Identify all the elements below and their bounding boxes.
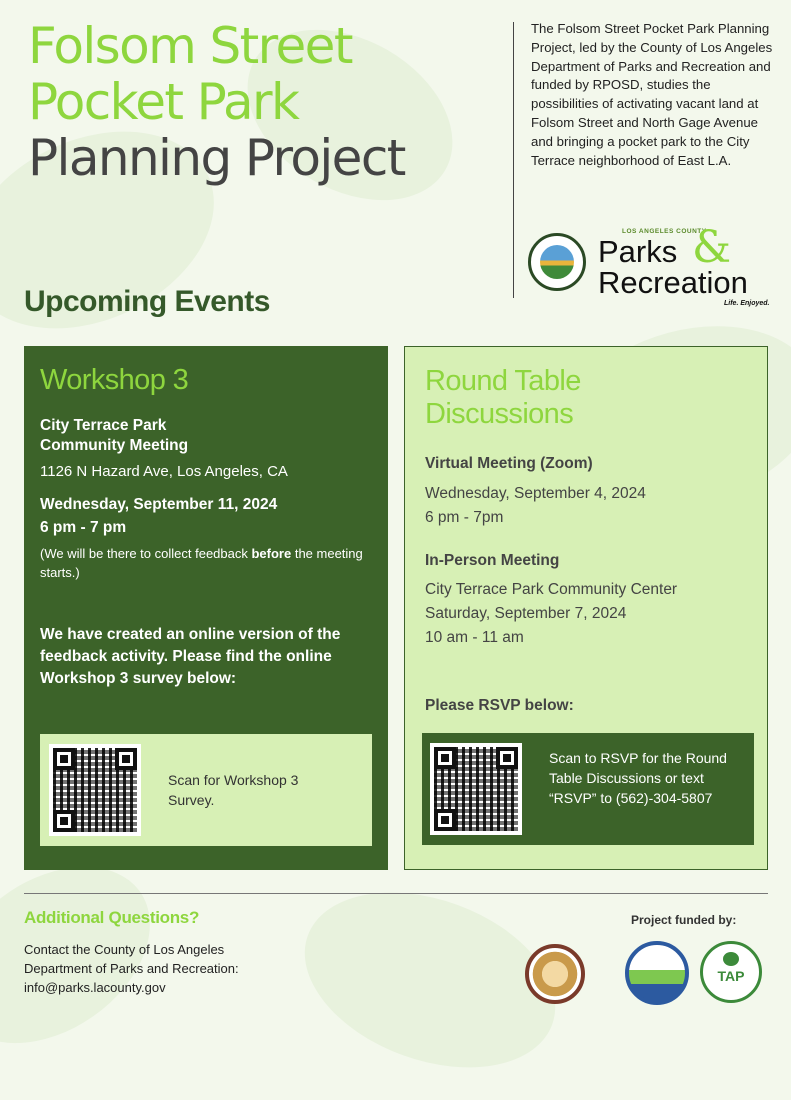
heading-line: Round Table: [425, 365, 581, 397]
workshop-time: 6 pm - 7 pm: [40, 519, 127, 536]
workshop-note: [40, 544, 380, 582]
note-emphasis: before: [251, 546, 292, 561]
tree-icon: [723, 952, 739, 966]
parks-recreation-logo: [528, 222, 772, 312]
workshop-venue: [40, 416, 188, 456]
funded-by-label: Project funded by:: [631, 913, 737, 927]
note-text: the meeting starts.): [40, 546, 363, 580]
online-survey-text: We have created an online version of the feedback activity. Please find the online Workshop 3 survey below:: [40, 626, 341, 687]
additional-questions-heading: Additional Questions?: [24, 908, 200, 927]
rsvp-label: Please RSVP below:: [425, 697, 574, 714]
heading-line: Discussions: [425, 398, 574, 430]
workshop-date: Wednesday, September 11, 2024: [40, 496, 278, 513]
rsvp-qr-code[interactable]: [430, 743, 522, 835]
tap-logo-text: TAP: [717, 968, 745, 984]
survey-qr-strip: [40, 734, 372, 846]
virtual-meeting-date: Wednesday, September 4, 2024: [425, 485, 646, 502]
contact-line: Contact the County of Los Angeles: [24, 942, 225, 957]
venue-line: City Terrace Park: [40, 417, 167, 434]
title-line: Pocket Park: [28, 73, 299, 131]
intro-divider: [513, 22, 514, 298]
inperson-venue: City Terrace Park Community Center: [425, 581, 678, 598]
tap-logo-icon: [700, 941, 762, 1003]
title-line: Planning Project: [28, 129, 405, 187]
survey-qr-code[interactable]: [49, 744, 141, 836]
note-text: (We will be there to collect feedback: [40, 546, 252, 561]
contact-email-link[interactable]: info@parks.lacounty.gov: [24, 980, 166, 995]
workshop-panel: [24, 346, 388, 870]
upcoming-events-heading: Upcoming Events: [24, 285, 270, 318]
logo-parks-text: Parks: [598, 234, 678, 269]
contact-info: [24, 940, 284, 997]
county-seal-icon: [525, 944, 585, 1004]
footer-divider: [24, 893, 768, 894]
inperson-date: Saturday, September 7, 2024: [425, 605, 627, 622]
virtual-meeting-time: 6 pm - 7pm: [425, 509, 504, 526]
logo-recreation-text: Recreation: [598, 265, 748, 300]
workshop-address: 1126 N Hazard Ave, Los Angeles, CA: [40, 463, 288, 480]
rposd-logo-icon: [625, 941, 689, 1005]
venue-line: Community Meeting: [40, 437, 189, 454]
title-line: Folsom Street: [28, 17, 352, 75]
survey-qr-caption: Scan for Workshop 3 Survey.: [168, 772, 299, 808]
page-title: [28, 18, 405, 186]
inperson-time: 10 am - 11 am: [425, 629, 524, 646]
logo-tagline: Life. Enjoyed.: [724, 300, 770, 307]
project-description: The Folsom Street Pocket Park Planning Project, led by the County of Los Angeles Department of Parks and Recreation and funded by RPOSD, studies the possibilities of activating vacant land at Folsom Street and North Gage Avenue and bringing a pocket park to the City Terrace neighborhood of East L.A.: [531, 21, 773, 168]
workshop-heading: Workshop 3: [40, 364, 189, 396]
rsvp-qr-strip: [422, 733, 754, 845]
virtual-meeting-label: Virtual Meeting (Zoom): [425, 455, 593, 472]
roundtable-panel: [404, 346, 768, 870]
county-seal-icon: [528, 233, 586, 291]
roundtable-heading: [425, 365, 581, 431]
contact-line: Department of Parks and Recreation:: [24, 961, 239, 976]
logo-ampersand: &: [692, 222, 732, 273]
rsvp-qr-caption: Scan to RSVP for the Round Table Discussions or text “RSVP” to (562)-304-5807: [549, 750, 727, 806]
logo-county-text: LOS ANGELES COUNTY: [622, 228, 707, 235]
inperson-meeting-label: In-Person Meeting: [425, 552, 560, 569]
